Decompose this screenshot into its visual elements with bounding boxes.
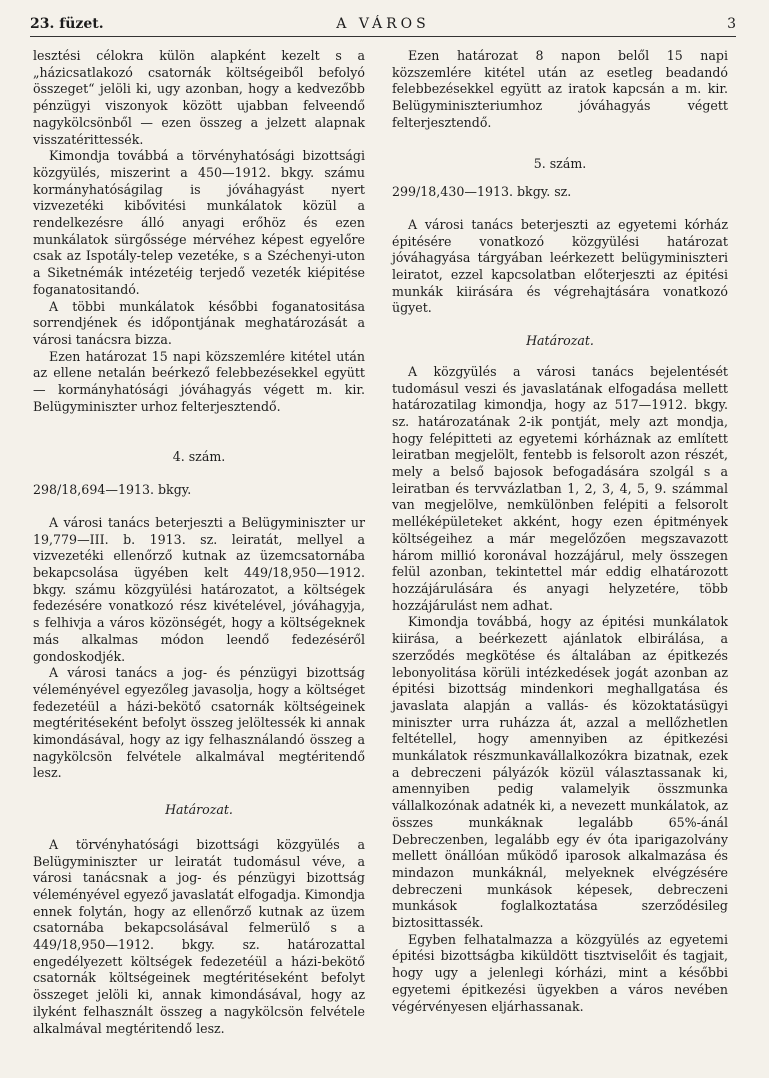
- left-column: [33, 48, 365, 1037]
- section-number: 4. szám.: [172, 449, 226, 465]
- resolution-heading: Határozat.: [526, 333, 594, 349]
- paragraph: Egyben felhatalmazza a közgyülés az egyetemi épitési bizottságba kiküldött tisztviselőit és tagjait, hogy ugy a jelenlegi kórházi, mint a későbbi egyetemi épitkezési ügyekben a város nevében végérvényesen eljárhassanak.: [392, 931, 728, 1014]
- page-header: [30, 14, 736, 37]
- section-number: 5. szám.: [533, 155, 587, 171]
- paragraph: A városi tanács beterjeszti a Belügyminiszter ur 19,779—III. b. 1913. sz. leiratát, mellyel a vizvezetéki ellenőrző kutnak az üzemcsatornába bekapcsolása ügyében kelt 449/18,950—1912. bkgy. számu közgyülési határozatot, a költségek fedezésére vonatkozó rész kivételével, jóváhagyja, s felhivja a város közönségét, hogy a költségeknek más alkalmas módon leendő fedezéséről gondoskodjék.: [33, 514, 365, 664]
- right-column: [392, 48, 728, 1015]
- paragraph: Ezen határozat 8 napon belől 15 napi közszemlére kitétel után az esetleg beadandó felebbezésekkel együtt az iratok kapcsán a m. kir. Belügyminiszteriumhoz jóváhagyás végett felterjesztendő.: [392, 48, 728, 130]
- paragraph: Kimondja továbbá, hogy az épitési munkálatok kiirása, a beérkezett ajánlatok elbirálása, a szerződés megkötése és általában az épitkezés lebonyolitása körüli intézkedések jogát azonban az épitési bizottság mindenkori meghallgatása és javaslata alapján a vallás- és közoktatásügyi miniszter urra ruházza át, azzal a mellőzhetlen feltétellel, hogy amennyiben az épitkezési munkálatok részmunkavállalkozókra bizatnak, ezek a debreczeni pályázók közül választassanak ki, amennyiben pedig valamelyik összmunka vállalkozónak adatnék ki, a nevezett munkálatok, az összes munkáknak legalább 65%-ánál Debreczenben, legalább egy év óta iparigazolvány mellett önállóan működő iparosok alkalmazása és mindazon munkáknál, melyeknek elvégzésére debreczeni munkások képesek, debreczeni munkások foglalkoztatása szerződésileg biztosittassék.: [392, 614, 728, 931]
- reference-number: 299/18,430—1913. bkgy. sz.: [392, 184, 572, 200]
- paragraph: lesztési célokra külön alapként kezelt s a „házicsatlakozó csatornák költségeiből befolyó összeget“ jelöli ki, ugy azonban, hogy a kedvezőbb pénzügyi viszonyok között ujabban felveendő nagykölcsönből — ezen összeg a jelzett alapnak visszatérittessék.: [33, 48, 365, 147]
- page-number: 3: [727, 16, 736, 32]
- paragraph: A városi tanács a jog- és pénzügyi bizottság véleményével egyezőleg javasolja, hogy a költséget fedezetéül a házi-bekötő csatornák költségeinek megtéritéseként befolyt összeg jelöltessék ki annak kimondásával, hogy az igy felhasználandó összeg a nagykölcsön felvétele alkalmával megtéritendő lesz.: [33, 665, 365, 781]
- paragraph: A városi tanács beterjeszti az egyetemi kórház épitésére vonatkozó közgyülési határozat jóváhagyása tárgyában leérkezett belügyminiszteri leiratot, ezzel kapcsolatban előterjeszti az épitési munkák kiirására és végrehajtására vonatkozó ügyet.: [392, 216, 728, 316]
- paragraph: A törvényhatósági bizottsági közgyülés a Belügyminiszter ur leiratát tudomásul véve, a városi tanácsnak a jog- és pénzügyi bizottság véleményével egyező javaslatát elfogadja. Kimondja ennek folytán, hogy az ellenőrző kutnak az üzem csatornába bekapcsolásával felmerülő s a 449/18,950—1912. bkgy. sz. határozattal engedélyezett költségek fedezetéül a házi-bekötő csatornák költségeinek megtéritéseként befolyt összeget jelöli ki, annak kimondásával, hogy az ilyként felhasznált összeg a nagykölcsön felvétele alkalmával megtéritendő lesz.: [33, 836, 366, 1036]
- paragraph: A közgyülés a városi tanács bejelentését tudomásul veszi és javaslatának elfogadása mellett határozatilag kimondja, hogy az 517—1912. bkgy. sz. határozatának 2-ik pontját, mely azt mondja, hogy felépitteti az egyetemi kórháznak az említett leiratban megjelölt, fentebb is felsorolt azon részét, mely a belső bajosok befogadására szolgál s a leiratban és tervvázlatban 1, 2, 3, 4, 5, 9. számmal van megjelölve, nemkülönben felépiti a felsorolt melléképületeket akként, hogy ezen épitmények költségeihez a már megelőzően megszavazott három millió koronával hozzájárul, mely összegen felül azonban, tekintettel már eddig elhatározott hozzájárulására és anyagi helyzetére, több hozzájárulást nem adhat.: [392, 363, 728, 613]
- journal-title: A VÁROS: [336, 16, 430, 32]
- issue-label: 23. füzet.: [30, 16, 104, 32]
- resolution-heading: Határozat.: [165, 802, 233, 818]
- paragraph: Kimondja továbbá a törvényhatósági bizottsági közgyülés, miszerint a 450—1912. bkgy. számu kormányhatóságilag is jóváhagyást nyert vizvezetéki kibővitési munkálatok közül a rendelkezésre álló anyagi erőhöz és ezen munkálatok sürgőssége mérvéhez képest egyelőre csak az Ispotály-telep vezetéke, s a Széchenyi-uton a Siketnémák intézetéig terjedő vezeték kiépitése foganatositandó.: [33, 148, 365, 297]
- reference-number: 298/18,694—1913. bkgy.: [33, 482, 192, 498]
- paragraph: Ezen határozat 15 napi közszemlére kitétel után az ellene netalán beérkező felebbezésekkel együtt — kormányhatósági jóváhagyás végett m. kir. Belügyminiszter urhoz felterjesztendő.: [33, 348, 365, 414]
- paragraph: A többi munkálatok későbbi foganatositása sorrendjének és időpontjának meghatározását a városi tanácsra bizza.: [33, 298, 365, 347]
